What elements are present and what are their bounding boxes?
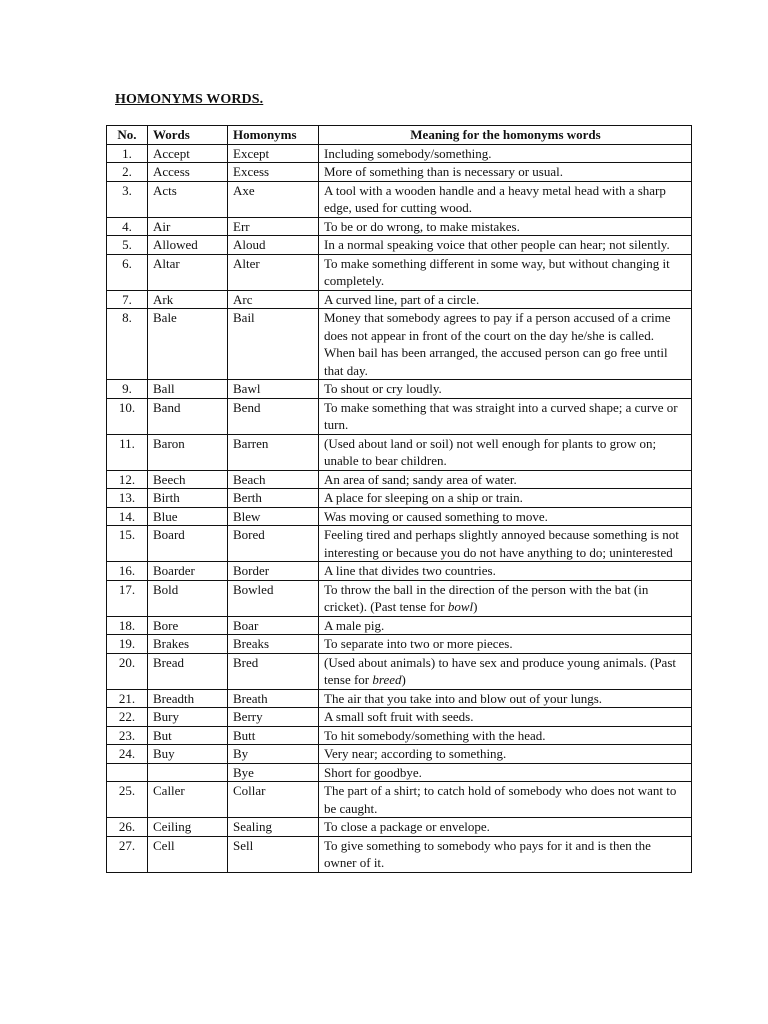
meaning-tail: ) — [401, 672, 406, 687]
row-meaning — [319, 217, 692, 236]
row-number: 9. — [107, 380, 148, 399]
row-homonym: Bored — [228, 526, 319, 562]
table-row — [107, 309, 692, 380]
meaning-text: Feeling tired and perhaps slightly annoyed because something is not interesting or because you do not have anything to do; uninterested — [324, 527, 679, 560]
row-homonym: Excess — [228, 163, 319, 182]
row-word: Bread — [148, 653, 228, 689]
row-meaning — [319, 290, 692, 309]
meaning-text: A male pig. — [324, 617, 385, 633]
row-meaning — [319, 726, 692, 745]
table-row — [107, 635, 692, 654]
row-number: 25. — [107, 782, 148, 818]
row-word: Bold — [148, 580, 228, 616]
row-number: 22. — [107, 708, 148, 727]
row-word: Access — [148, 163, 228, 182]
meaning-tail: ) — [473, 599, 478, 614]
table-row — [107, 217, 692, 236]
table-row — [107, 163, 692, 182]
table-row — [107, 616, 692, 635]
header-meaning: Meaning for the homonyms words — [319, 126, 692, 145]
row-number: 14. — [107, 507, 148, 526]
meaning-emphasis: breed — [372, 672, 402, 687]
row-homonym: Err — [228, 217, 319, 236]
table-row — [107, 782, 692, 818]
row-meaning — [319, 836, 692, 872]
row-homonym: Blew — [228, 507, 319, 526]
row-meaning — [319, 653, 692, 689]
table-row — [107, 726, 692, 745]
row-word: Boarder — [148, 562, 228, 581]
row-homonym: Breaks — [228, 635, 319, 654]
row-word: Band — [148, 398, 228, 434]
row-meaning — [319, 144, 692, 163]
table-row — [107, 689, 692, 708]
table-row — [107, 290, 692, 309]
row-word: Ark — [148, 290, 228, 309]
row-word: Accept — [148, 144, 228, 163]
table-row — [107, 236, 692, 255]
table-row — [107, 507, 692, 526]
row-number: 20. — [107, 653, 148, 689]
row-word: Cell — [148, 836, 228, 872]
meaning-text: An area of sand; sandy area of water. — [324, 471, 517, 487]
row-word: Buy — [148, 745, 228, 764]
row-word: But — [148, 726, 228, 745]
meaning-text: To shout or cry loudly. — [324, 381, 442, 396]
meaning-text: More of something than is necessary or usual. — [324, 164, 564, 179]
row-number: 17. — [107, 580, 148, 616]
row-word: Blue — [148, 507, 228, 526]
row-homonym: Bawl — [228, 380, 319, 399]
meaning-text: Money that somebody agrees to pay if a person accused of a crime does not appear in front of the court on the day he/she is called. When bail has been arranged, the accused person can go free until that day. — [324, 310, 671, 378]
row-homonym: Berry — [228, 708, 319, 727]
table-row — [107, 434, 692, 470]
row-homonym: Alter — [228, 254, 319, 290]
row-number: 23. — [107, 726, 148, 745]
table-row — [107, 398, 692, 434]
table-row — [107, 181, 692, 217]
row-meaning — [319, 708, 692, 727]
row-meaning — [319, 818, 692, 837]
table-row — [107, 836, 692, 872]
row-homonym: Breath — [228, 689, 319, 708]
row-meaning — [319, 580, 692, 616]
page-title: HOMONYMS WORDS. — [115, 92, 264, 107]
row-word: Acts — [148, 181, 228, 217]
row-word: Allowed — [148, 236, 228, 255]
row-number: 27. — [107, 836, 148, 872]
meaning-text: A place for sleeping on a ship or train. — [324, 490, 523, 505]
meaning-text: Including somebody/something. — [324, 145, 492, 161]
row-meaning — [319, 745, 692, 764]
meaning-emphasis: bowl — [447, 599, 474, 614]
row-word: Ball — [148, 380, 228, 399]
meaning-text: To throw the ball in the direction of the person with the bat (in cricket). (Past tense for — [324, 581, 649, 614]
row-number: 8. — [107, 309, 148, 380]
header-homonyms: Homonyms — [228, 126, 319, 145]
row-meaning — [319, 163, 692, 182]
row-word: Ceiling — [148, 818, 228, 837]
meaning-text: A tool with a wooden handle and a heavy metal head with a sharp edge, used for cutting wood. — [324, 182, 666, 215]
table-row — [107, 653, 692, 689]
row-word: Baron — [148, 434, 228, 470]
row-homonym: Collar — [228, 782, 319, 818]
row-meaning — [319, 398, 692, 434]
meaning-text: Very near; according to something. — [324, 746, 507, 761]
row-homonym: Border — [228, 562, 319, 581]
row-number: 6. — [107, 254, 148, 290]
row-meaning — [319, 562, 692, 581]
table-row — [107, 708, 692, 727]
row-meaning — [319, 526, 692, 562]
header-no: No. — [107, 126, 148, 145]
row-meaning — [319, 689, 692, 708]
meaning-text: (Used about animals) to have sex and produce young animals. (Past tense for — [324, 654, 676, 687]
row-homonym: Bred — [228, 653, 319, 689]
table-row — [107, 254, 692, 290]
row-meaning — [319, 507, 692, 526]
row-word — [148, 763, 228, 782]
meaning-text: To give something to somebody who pays for it and is then the owner of it. — [324, 837, 651, 870]
row-homonym: Axe — [228, 181, 319, 217]
row-meaning — [319, 254, 692, 290]
row-number: 3. — [107, 181, 148, 217]
row-word: Birth — [148, 489, 228, 508]
row-homonym: Butt — [228, 726, 319, 745]
row-number: 26. — [107, 818, 148, 837]
row-number: 21. — [107, 689, 148, 708]
table-header-row — [107, 126, 692, 145]
table-row — [107, 470, 692, 489]
row-homonym: Bail — [228, 309, 319, 380]
row-meaning — [319, 380, 692, 399]
row-homonym: By — [228, 745, 319, 764]
row-number: 4. — [107, 217, 148, 236]
row-homonym: Sealing — [228, 818, 319, 837]
row-homonym: Bend — [228, 398, 319, 434]
meaning-text: In a normal speaking voice that other people can hear; not silently. — [324, 237, 670, 252]
row-number: 12. — [107, 470, 148, 489]
row-word: Breadth — [148, 689, 228, 708]
row-word: Altar — [148, 254, 228, 290]
row-number: 7. — [107, 290, 148, 309]
table-row — [107, 763, 692, 782]
row-homonym: Boar — [228, 616, 319, 635]
row-meaning — [319, 470, 692, 489]
row-meaning — [319, 309, 692, 380]
meaning-text: A small soft fruit with seeds. — [324, 709, 474, 724]
meaning-text: To close a package or envelope. — [324, 819, 490, 834]
row-homonym: Sell — [228, 836, 319, 872]
row-word: Bore — [148, 616, 228, 635]
row-homonym: Arc — [228, 290, 319, 309]
row-meaning — [319, 434, 692, 470]
meaning-text: Short for goodbye. — [324, 764, 422, 780]
row-word: Beech — [148, 470, 228, 489]
homonyms-table — [106, 125, 692, 873]
row-meaning — [319, 616, 692, 635]
row-meaning — [319, 489, 692, 508]
row-meaning — [319, 782, 692, 818]
table-row — [107, 380, 692, 399]
row-number: 11. — [107, 434, 148, 470]
table-row — [107, 144, 692, 163]
table-row — [107, 745, 692, 764]
row-word: Bale — [148, 309, 228, 380]
table-row — [107, 562, 692, 581]
row-number: 10. — [107, 398, 148, 434]
table-row — [107, 526, 692, 562]
meaning-text: Was moving or caused something to move. — [324, 508, 548, 524]
meaning-text: A line that divides two countries. — [324, 563, 496, 578]
row-homonym: Beach — [228, 470, 319, 489]
row-word: Brakes — [148, 635, 228, 654]
meaning-text: To hit somebody/something with the head. — [324, 727, 546, 743]
row-homonym: Bowled — [228, 580, 319, 616]
table-body — [107, 144, 692, 872]
row-homonym: Barren — [228, 434, 319, 470]
row-homonym: Except — [228, 144, 319, 163]
row-word: Board — [148, 526, 228, 562]
row-word: Caller — [148, 782, 228, 818]
row-homonym: Aloud — [228, 236, 319, 255]
row-homonym: Bye — [228, 763, 319, 782]
meaning-text: To make something that was straight into a curved shape; a curve or turn. — [324, 399, 678, 432]
meaning-text: A curved line, part of a circle. — [324, 291, 480, 307]
row-number: 16. — [107, 562, 148, 581]
row-number — [107, 763, 148, 782]
row-meaning — [319, 181, 692, 217]
row-number: 19. — [107, 635, 148, 654]
table-row — [107, 580, 692, 616]
row-homonym: Berth — [228, 489, 319, 508]
row-meaning — [319, 635, 692, 654]
row-number: 5. — [107, 236, 148, 255]
table-row — [107, 489, 692, 508]
meaning-text: The part of a shirt; to catch hold of somebody who does not want to be caught. — [324, 783, 677, 816]
row-word: Bury — [148, 708, 228, 727]
meaning-text: To be or do wrong, to make mistakes. — [324, 218, 520, 234]
row-number: 24. — [107, 745, 148, 764]
row-number: 1. — [107, 144, 148, 163]
meaning-text: To make something different in some way, but without changing it completely. — [324, 255, 670, 288]
row-meaning — [319, 763, 692, 782]
row-meaning — [319, 236, 692, 255]
meaning-text: (Used about land or soil) not well enough for plants to grow on; unable to bear children. — [324, 435, 657, 468]
table-row — [107, 818, 692, 837]
row-word: Air — [148, 217, 228, 236]
header-words: Words — [148, 126, 228, 145]
row-number: 13. — [107, 489, 148, 508]
row-number: 18. — [107, 616, 148, 635]
row-number: 15. — [107, 526, 148, 562]
meaning-text: The air that you take into and blow out of your lungs. — [324, 690, 603, 706]
row-number: 2. — [107, 163, 148, 182]
meaning-text: To separate into two or more pieces. — [324, 636, 513, 651]
